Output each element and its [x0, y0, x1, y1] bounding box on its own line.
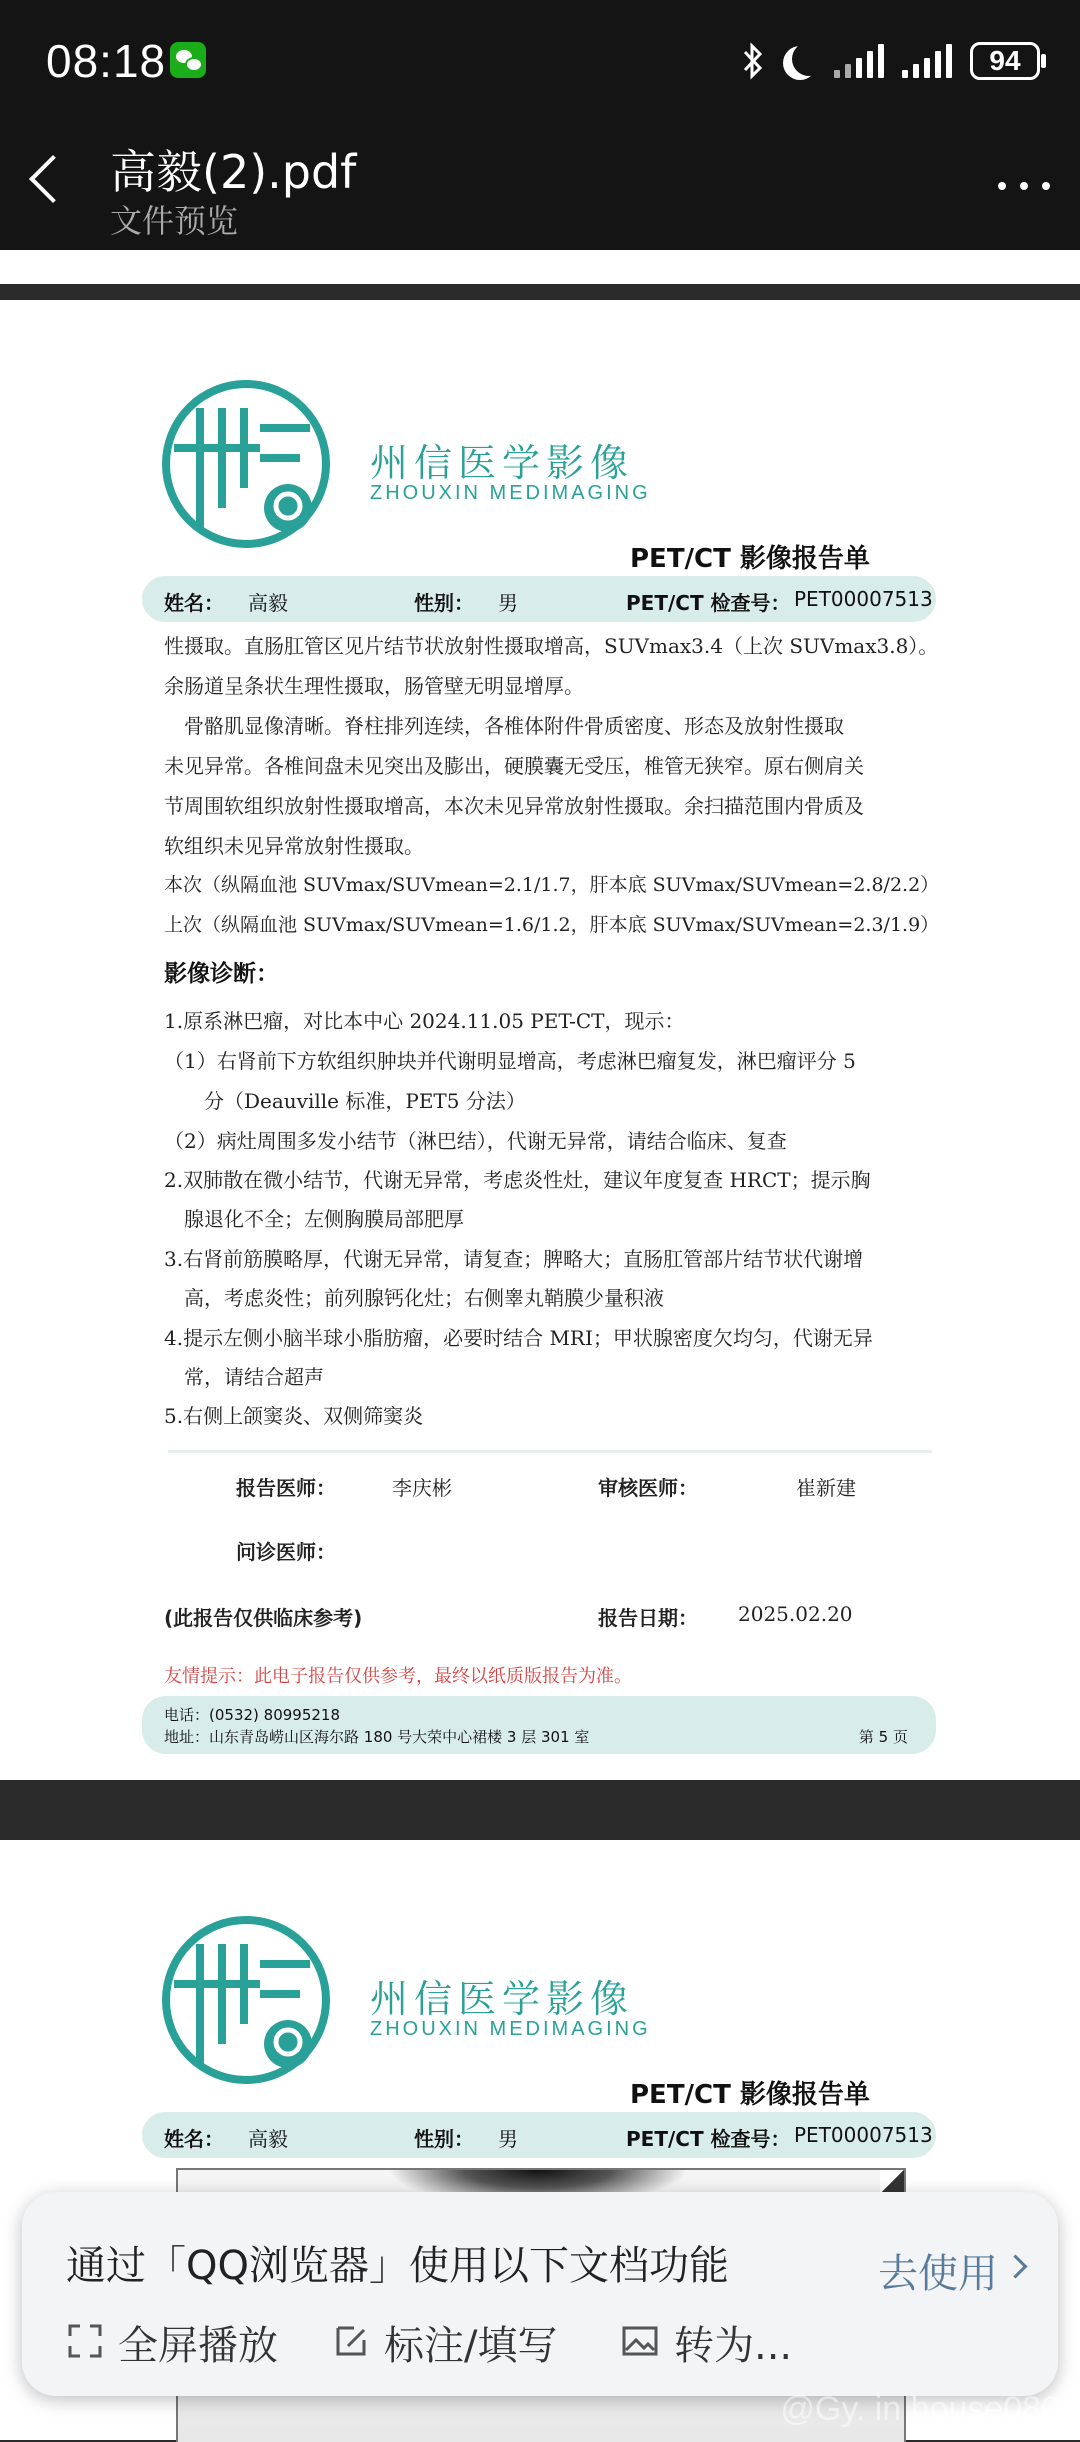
battery-level: 94 — [989, 45, 1021, 76]
exam-label: PET/CT 检查号： — [626, 2127, 791, 2151]
patient-info-band — [142, 2112, 936, 2158]
body-line: 节周围软组织放射性摄取增高，本次未见异常放射性摄取。余扫描范围内骨质及 — [164, 794, 864, 818]
friendly-tip: 友情提示：此电子报告仅供参考，最终以纸质版报告为准。 — [164, 1666, 632, 1687]
body-line: 上次（纵隔血池 SUVmax/SUVmean=1.6/1.2，肝本底 SUVmax/SUVmean=2.3/1.9） — [164, 914, 940, 936]
reviewer-name: 崔新建 — [796, 1476, 856, 1500]
clinic-logo-icon — [160, 1914, 332, 2086]
go-use-button[interactable]: 去使用 — [878, 2251, 998, 2297]
report-title: PET/CT 影像报告单 — [630, 544, 870, 574]
page-divider — [0, 1780, 1080, 1840]
patient-name: 高毅 — [248, 591, 288, 615]
status-bar — [0, 0, 1080, 120]
qq-browser-banner[interactable] — [22, 2192, 1058, 2396]
page-footer — [142, 1696, 936, 1754]
diagnosis-line: 1.原系淋巴瘤，对比本中心 2024.11.05 PET-CT，现示： — [164, 1009, 685, 1033]
body-line: 性摄取。直肠肛管区见片结节状放射性摄取增高，SUVmax3.4（上次 SUVmax3.8）。 — [164, 634, 939, 658]
bluetooth-icon — [742, 41, 764, 81]
clinic-logo-icon — [160, 378, 332, 550]
report-title: PET/CT 影像报告单 — [630, 2080, 870, 2110]
diagnosis-line: 常，请结合超声 — [164, 1365, 324, 1389]
exam-label: PET/CT 检查号： — [626, 591, 791, 615]
body-line: 骨骼肌显像清晰。脊柱排列连续，各椎体附件骨质密度、形态及放射性摄取 — [164, 714, 844, 738]
more-options-icon[interactable] — [998, 182, 1050, 190]
convert-button[interactable]: 转为... — [674, 2323, 793, 2369]
reference-note: (此报告仅供临床参考) — [164, 1606, 363, 1630]
brand-name-en: ZHOUXIN MEDIMAGING — [370, 2018, 651, 2040]
footer-phone: 电话：(0532) 80995218 — [164, 1706, 340, 1724]
diagnosis-line: 5.右侧上颌窦炎、双侧筛窦炎 — [164, 1404, 424, 1428]
exam-number: PET00007513 — [794, 587, 933, 611]
annotate-button[interactable]: 标注/填写 — [384, 2323, 558, 2369]
dnd-moon-icon — [792, 42, 826, 76]
wechat-icon — [170, 42, 206, 78]
patient-sex: 男 — [498, 2127, 518, 2151]
patient-name: 高毅 — [248, 2127, 288, 2151]
name-label: 姓名： — [164, 591, 224, 615]
page-divider — [0, 250, 1080, 292]
signature-divider — [168, 1450, 932, 1453]
reporter-label: 报告医师： — [236, 1476, 336, 1500]
patient-sex: 男 — [498, 591, 518, 615]
back-icon[interactable] — [29, 155, 77, 203]
diagnosis-line: 2.双肺散在微小结节，代谢无异常，考虑炎性灶，建议年度复查 HRCT；提示胸 — [164, 1168, 871, 1192]
footer-address: 地址：山东青岛崂山区海尔路 180 号大荣中心裙楼 3 层 301 室 — [164, 1728, 590, 1746]
body-line: 本次（纵隔血池 SUVmax/SUVmean=2.1/1.7，肝本底 SUVmax/SUVmean=2.8/2.2） — [164, 874, 940, 896]
annotate-icon[interactable] — [334, 2324, 368, 2358]
consult-label: 问诊医师： — [236, 1540, 336, 1564]
fullscreen-button[interactable]: 全屏播放 — [118, 2323, 278, 2369]
diagnosis-line: 腺退化不全；左侧胸膜局部肥厚 — [164, 1207, 464, 1231]
file-subtitle: 文件预览 — [110, 202, 239, 240]
watermark: @Gy. in house080 — [780, 2390, 1060, 2428]
fullscreen-icon[interactable] — [68, 2324, 102, 2358]
file-title: 高毅(2).pdf — [110, 145, 357, 199]
reporter-name: 李庆彬 — [392, 1476, 452, 1500]
convert-image-icon[interactable] — [622, 2324, 658, 2358]
diagnosis-line: （1）右肾前下方软组织肿块并代谢明显增高，考虑淋巴瘤复发，淋巴瘤评分 5 — [164, 1049, 856, 1073]
report-date: 2025.02.20 — [738, 1602, 853, 1626]
status-time: 08:18 — [46, 35, 167, 87]
chevron-right-icon[interactable] — [1003, 2254, 1027, 2278]
date-label: 报告日期： — [598, 1606, 698, 1630]
diagnosis-line: （2）病灶周围多发小结节（淋巴结），代谢无异常，请结合临床、复查 — [164, 1129, 787, 1153]
page-number: 第 5 页 — [858, 1728, 908, 1746]
brand-name-cn: 州信医学影像 — [370, 1977, 635, 2021]
diagnosis-line: 高，考虑炎性；前列腺钙化灶；右侧睾丸鞘膜少量积液 — [164, 1286, 664, 1310]
diagnosis-line: 4.提示左侧小脑半球小脂肪瘤，必要时结合 MRI；甲状腺密度欠均匀，代谢无异 — [164, 1326, 873, 1350]
signal-icon-2 — [902, 44, 952, 78]
battery-icon — [970, 42, 1040, 80]
patient-info-band — [142, 576, 936, 622]
body-line: 未见异常。各椎间盘未见突出及膨出，硬膜囊无受压，椎管无狭窄。原右侧肩关 — [164, 754, 864, 778]
diagnosis-line: 分（Deauville 标准，PET5 分法） — [164, 1089, 526, 1113]
sex-label: 性别： — [414, 591, 474, 615]
signal-icon — [834, 44, 884, 78]
body-line: 软组织未见异常放射性摄取。 — [164, 834, 424, 858]
brand-name-en: ZHOUXIN MEDIMAGING — [370, 482, 651, 504]
diagnosis-heading: 影像诊断： — [164, 961, 279, 987]
body-line: 余肠道呈条状生理性摄取，肠管壁无明显增厚。 — [164, 674, 584, 698]
diagnosis-line: 3.右肾前筋膜略厚，代谢无异常，请复查；脾略大；直肠肛管部片结节状代谢增 — [164, 1247, 864, 1271]
exam-number: PET00007513 — [794, 2123, 933, 2147]
banner-title: 通过「QQ浏览器」使用以下文档功能 — [66, 2243, 729, 2289]
reviewer-label: 审核医师： — [598, 1476, 698, 1500]
sex-label: 性别： — [414, 2127, 474, 2151]
name-label: 姓名： — [164, 2127, 224, 2151]
top-bar — [0, 0, 1080, 250]
brand-name-cn: 州信医学影像 — [370, 441, 635, 485]
pdf-page[interactable] — [0, 300, 1080, 1780]
